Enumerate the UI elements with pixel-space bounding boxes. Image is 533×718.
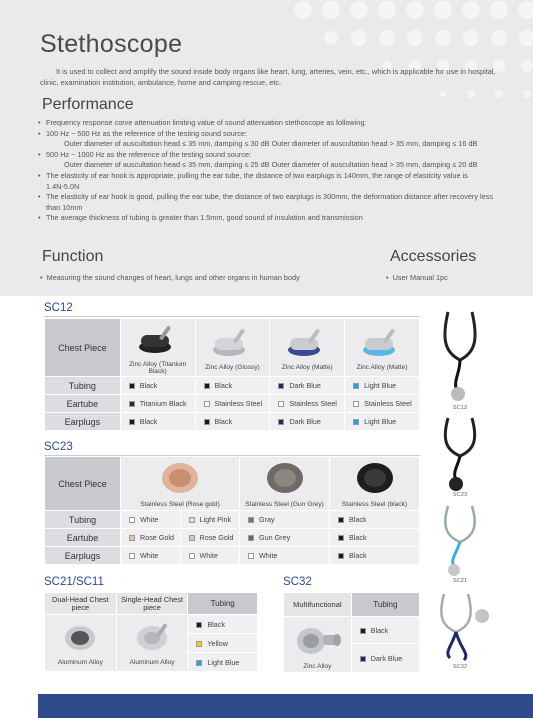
spec-row <box>45 547 420 565</box>
row-label: Earplugs <box>45 547 121 565</box>
spec-cell <box>240 529 330 547</box>
spec-cell <box>330 547 420 565</box>
spec-cell <box>345 413 420 431</box>
single-head-image-cell <box>116 615 188 672</box>
intro-text: It is used to collect and amplify the sound inside body organs like heart, lung, arteries, vein, etc., which is applicable for use in hospital, clinic, examination institution, ambulance, home and camping rescue, etc. <box>40 67 496 87</box>
spec-row <box>45 511 420 529</box>
multifunctional-chest-piece-image <box>291 619 343 659</box>
sc32-side-label: SC32 <box>452 664 468 670</box>
spec-cell-text: Light Pink <box>199 515 232 524</box>
spec-cell-text: White <box>199 551 218 560</box>
spec-cell <box>345 377 420 395</box>
sc21-title: SC21/SC11 <box>44 576 104 588</box>
spec-cell-text: Dark Blue <box>289 381 321 390</box>
chest-piece-caption: Stainless Steel (Rose gold) <box>140 501 220 508</box>
color-swatch <box>204 419 210 425</box>
color-swatch <box>360 656 366 662</box>
color-swatch <box>360 628 366 634</box>
color-swatch <box>338 553 344 559</box>
function-item: • Measuring the sound changes of heart, lungs and other organs in human body <box>40 273 300 282</box>
color-swatch <box>196 622 202 628</box>
accessories-item: • User Manual 1pc <box>386 273 448 282</box>
spec-cell <box>121 547 181 565</box>
spec-cell <box>270 413 345 431</box>
decorative-dot-pattern <box>283 0 533 130</box>
single-head-caption: Aluminum Alloy <box>129 658 175 666</box>
spec-cell <box>121 511 181 529</box>
sc12-title: SC12 <box>44 302 73 314</box>
dual-head-image-cell <box>45 615 117 672</box>
spec-cell <box>120 377 195 395</box>
spec-cell-text: Black <box>349 533 367 542</box>
color-swatch <box>189 517 195 523</box>
sc23-table <box>44 456 420 565</box>
spec-cell-text: Stainless Steel <box>364 399 412 408</box>
row-label: Tubing <box>45 511 121 529</box>
footer-bar <box>38 694 533 718</box>
sc12-side-label: SC12 <box>452 405 468 411</box>
spec-cell <box>121 529 181 547</box>
spec-cell <box>120 413 195 431</box>
performance-item: than 10mm <box>46 202 83 212</box>
spec-cell-text: Gun Grey <box>259 533 291 542</box>
sc21-table <box>44 592 258 672</box>
spec-cell <box>330 529 420 547</box>
tubing-label: Tubing <box>188 593 258 615</box>
spec-cell <box>180 529 240 547</box>
spec-cell <box>330 511 420 529</box>
spec-cell-text: White <box>259 551 278 560</box>
row-label: Tubing <box>45 377 121 395</box>
performance-item: 1.4N-5.0N <box>46 181 80 191</box>
multifunctional-label: Multifunctional <box>284 593 352 617</box>
tubing-color-cell <box>188 634 258 653</box>
row-label: Eartube <box>45 529 121 547</box>
tubing-color-text: Yellow <box>207 638 228 648</box>
spec-cell-text: Black <box>139 381 158 390</box>
spec-cell <box>120 395 195 413</box>
performance-item: • Frequency response corve attenuation limiting value of sound attenuation stethoscope as following: <box>40 118 510 129</box>
chest-piece-glossy-image <box>207 324 257 360</box>
tubing-label: Tubing <box>351 593 419 617</box>
sc12-table <box>44 318 420 431</box>
chest-piece-matte-light-blue-image <box>357 324 407 360</box>
spec-cell-text: Titanium Black <box>139 399 187 408</box>
spec-cell <box>240 511 330 529</box>
spec-cell-text: Black <box>214 381 233 390</box>
color-swatch <box>129 401 135 407</box>
spec-cell-text: Black <box>139 417 158 426</box>
color-swatch <box>204 401 210 407</box>
tubing-color-text: Dark Blue <box>370 653 403 663</box>
page-title: Stethoscope <box>40 30 183 58</box>
color-swatch <box>196 641 202 647</box>
function-heading: Function <box>42 248 104 265</box>
spec-cell <box>195 377 270 395</box>
row-label: Eartube <box>45 395 121 413</box>
color-swatch <box>129 419 135 425</box>
tubing-color-text: Black <box>370 625 389 635</box>
chest-piece-caption: Stainless Steel (Gun Grey) <box>245 501 324 508</box>
color-swatch <box>353 419 359 425</box>
tubing-color-cell <box>351 617 419 644</box>
spec-cell-text: Black <box>349 551 367 560</box>
chest-piece-titanium-black-image <box>133 321 183 357</box>
sc12-divider <box>44 316 420 317</box>
color-swatch <box>338 535 344 541</box>
color-swatch <box>129 535 135 541</box>
spec-cell <box>195 413 270 431</box>
chest-piece-caption: Zinc Alloy (Matte) <box>281 364 333 371</box>
spec-cell-text: Dark Blue <box>289 417 321 426</box>
tubing-color-cell <box>188 653 258 672</box>
chest-piece-caption: Stainless Steel (black) <box>341 501 408 508</box>
performance-item: • The elasticity of ear hook is good, pulling the ear tube, the distance of two earplugs is 300mm, the deformation distance after recovery less <box>40 192 510 203</box>
spec-cell-text: White <box>140 551 159 560</box>
sc21-side-label: SC21 <box>452 578 468 584</box>
spec-cell-text: Black <box>214 417 233 426</box>
chest-piece-matte-dark-blue-image <box>282 324 332 360</box>
spec-cell-text: Gray <box>259 515 275 524</box>
performance-heading: Performance <box>42 96 134 113</box>
spec-cell-text: White <box>140 515 159 524</box>
spec-cell <box>180 547 240 565</box>
chest-piece-image-cell <box>195 319 270 377</box>
performance-item: • The average thickness of tubing is greater than 1.5mm, good sound of insulation and transmission <box>40 213 510 224</box>
single-head-label: Single-Head Chest piece <box>116 593 188 615</box>
performance-item: • The elasticity of ear hook is appropriate, pulling the ear tube, the distance of two earplugs is 140mm, the range of elasticity value is <box>40 171 510 182</box>
color-swatch <box>129 553 135 559</box>
single-head-chest-piece-image <box>132 621 172 655</box>
color-swatch <box>278 383 284 389</box>
color-swatch <box>353 401 359 407</box>
chest-piece-image-cell <box>121 457 240 511</box>
color-swatch <box>248 553 254 559</box>
spec-cell <box>180 511 240 529</box>
spec-cell-text: Rose Gold <box>140 533 174 542</box>
spec-row <box>45 413 420 431</box>
chest-piece-image-cell <box>345 319 420 377</box>
color-swatch <box>129 517 135 523</box>
spec-cell <box>270 395 345 413</box>
sc32-table <box>283 592 420 673</box>
chest-piece-label: Chest Piece <box>45 319 121 377</box>
color-swatch <box>204 383 210 389</box>
spec-cell <box>345 395 420 413</box>
tubing-color-cell <box>188 615 258 634</box>
multifunctional-image-cell <box>284 617 352 673</box>
tubing-color-text: Light Blue <box>207 657 240 667</box>
color-swatch <box>338 517 344 523</box>
header-panel <box>0 0 533 296</box>
sc23-stethoscope-image <box>434 414 488 494</box>
row-label: Earplugs <box>45 413 121 431</box>
accessories-heading: Accessories <box>390 248 477 265</box>
chest-piece-image-cell <box>120 319 195 377</box>
chest-piece-image-cell <box>240 457 330 511</box>
spec-cell-text: Black <box>349 515 367 524</box>
color-swatch <box>196 660 202 666</box>
spec-row <box>45 377 420 395</box>
spec-row <box>45 529 420 547</box>
dual-head-label: Dual-Head Chest piece <box>45 593 117 615</box>
spec-cell-text: Light Blue <box>364 381 397 390</box>
color-swatch <box>129 383 135 389</box>
color-swatch <box>278 401 284 407</box>
dual-head-chest-piece-image <box>60 621 100 655</box>
sc32-stethoscope-image <box>434 590 494 666</box>
sc32-title: SC32 <box>283 576 312 588</box>
spec-row <box>45 395 420 413</box>
color-swatch <box>248 517 254 523</box>
tubing-color-text: Black <box>207 619 225 629</box>
spec-cell-text: Light Blue <box>364 417 397 426</box>
sc12-stethoscope-image <box>434 308 488 406</box>
spec-cell <box>195 395 270 413</box>
sc23-title: SC23 <box>44 441 73 453</box>
chest-piece-black-image <box>353 459 397 497</box>
chest-piece-caption: Zinc Alloy (Titanium Black) <box>128 360 187 375</box>
performance-item: Outer diameter of auscultation head ≤ 35 mm, damping ≤ 25 dB Outer diameter of auscultation head > 35 mm, damping ≤ 20 dB <box>64 160 478 170</box>
performance-item: Outer diameter of auscultation head ≤ 35 mm, damping ≤ 30 dB Outer diameter of auscultation head > 35 mm, damping ≤ 16 dB <box>64 139 478 149</box>
color-swatch <box>278 419 284 425</box>
accessories-item-text: User Manual 1pc <box>392 273 448 282</box>
chest-piece-image-cell <box>270 319 345 377</box>
color-swatch <box>353 383 359 389</box>
spec-cell <box>270 377 345 395</box>
multifunctional-caption: Zinc Alloy <box>303 663 332 670</box>
color-swatch <box>189 535 195 541</box>
spec-cell-text: Stainless Steel <box>214 399 263 408</box>
performance-item: • 100 Hz ~ 500 Hz as the reference of the testing sound source: <box>40 129 510 140</box>
dual-head-caption: Aluminum Alloy <box>57 658 103 666</box>
spec-cell <box>240 547 330 565</box>
chest-piece-caption: Zinc Alloy (Glossy) <box>205 364 260 371</box>
tubing-color-cell <box>351 644 419 673</box>
color-swatch <box>248 535 254 541</box>
performance-list <box>40 118 510 224</box>
chest-piece-image-cell <box>330 457 420 511</box>
function-item-text: Measuring the sound changes of heart, lungs and other organs in human body <box>46 273 300 282</box>
chest-piece-caption: Zinc Alloy (Matte) <box>356 364 408 371</box>
performance-item: • 500 Hz ~ 1000 Hz as the reference of the testing sound source: <box>40 150 510 161</box>
chest-piece-gun-grey-image <box>263 459 307 497</box>
chest-piece-rose-gold-image <box>158 459 202 497</box>
chest-piece-label: Chest Piece <box>45 457 121 511</box>
color-swatch <box>189 553 195 559</box>
spec-cell-text: Stainless Steel <box>289 399 337 408</box>
sc23-side-label: SC23 <box>452 492 468 498</box>
sc21-stethoscope-image <box>434 502 488 578</box>
spec-cell-text: Rose Gold <box>199 533 234 542</box>
